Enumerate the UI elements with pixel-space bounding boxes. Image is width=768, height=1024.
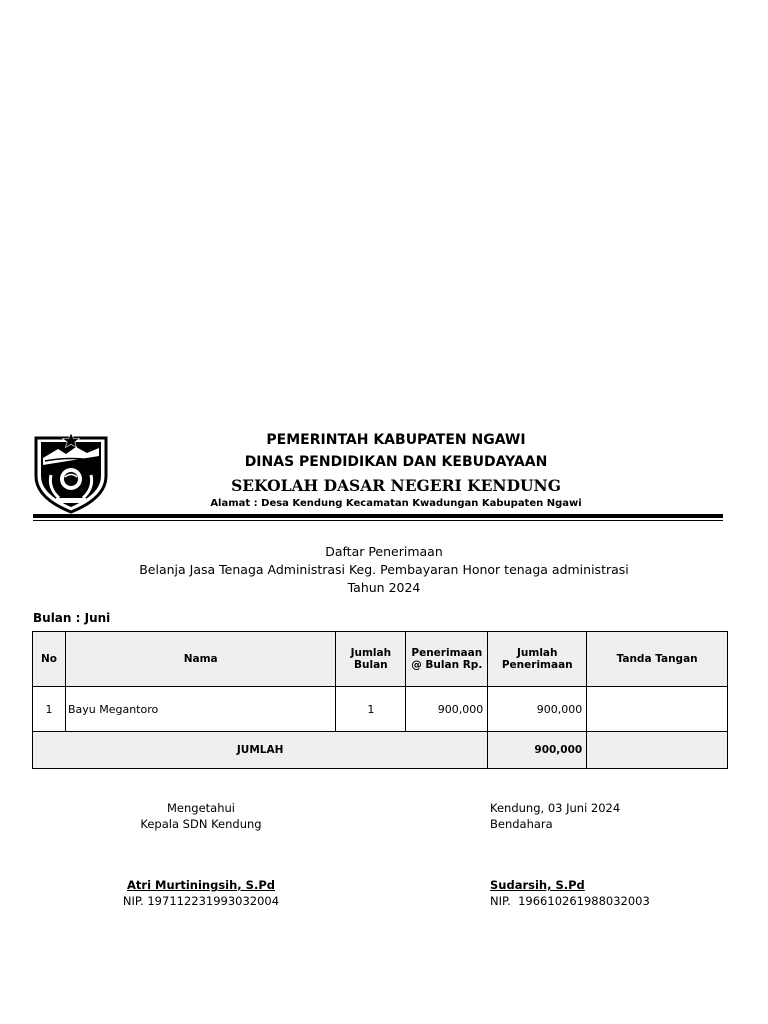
letterhead-address: Alamat : Desa Kendung Kecamatan Kwadungan Kabupaten Ngawi [210,498,582,509]
month-label: Bulan : Juni [33,611,111,625]
document-subtitle: Belanja Jasa Tenaga Administrasi Keg. Pembayaran Honor tenaga administrasi [139,562,629,577]
document-title: Daftar Penerimaan [325,544,443,559]
letterhead-divider-thin [33,520,723,521]
cell-signature [587,687,728,732]
principal-title: Kepala SDN Kendung [140,817,262,831]
acknowledged-label: Mengetahui [167,801,235,815]
cell-months: 1 [336,687,406,732]
treasurer-title: Bendahara [490,817,553,831]
header-months: Jumlah Bulan [336,632,406,687]
payment-table [32,631,728,769]
treasurer-name: Sudarsih, S.Pd [490,878,585,892]
cell-no: 1 [33,687,66,732]
principal-name: Atri Murtiningsih, S.Pd [127,878,275,892]
cell-name: Bayu Megantoro [65,687,335,732]
letterhead-government: PEMERINTAH KABUPATEN NGAWI [266,432,526,448]
place-date: Kendung, 03 Juni 2024 [490,801,621,815]
table-header-row [33,632,728,687]
footer-total: 900,000 [488,732,587,769]
table-row [33,687,728,732]
footer-signature-blank [587,732,728,769]
header-name: Nama [65,632,335,687]
header-rate: Penerimaan @ Bulan Rp. [406,632,488,687]
header-no: No [33,632,66,687]
principal-nip: NIP. 197112231993032004 [122,894,280,908]
header-signature: Tanda Tangan [587,632,728,687]
cell-rate: 900,000 [406,687,488,732]
footer-label: JUMLAH [33,732,488,769]
treasurer-nip: NIP. 196610261988032003 [490,894,650,908]
header-total: Jumlah Penerimaan [488,632,587,687]
letterhead-department: DINAS PENDIDIKAN DAN KEBUDAYAAN [244,454,548,470]
letterhead-divider-thick [33,514,723,518]
ngawi-regency-crest-icon [32,432,110,514]
document-year: Tahun 2024 [347,580,421,595]
table-footer-row [33,732,728,769]
letterhead-school: SEKOLAH DASAR NEGERI KENDUNG [231,476,561,495]
cell-total: 900,000 [488,687,587,732]
